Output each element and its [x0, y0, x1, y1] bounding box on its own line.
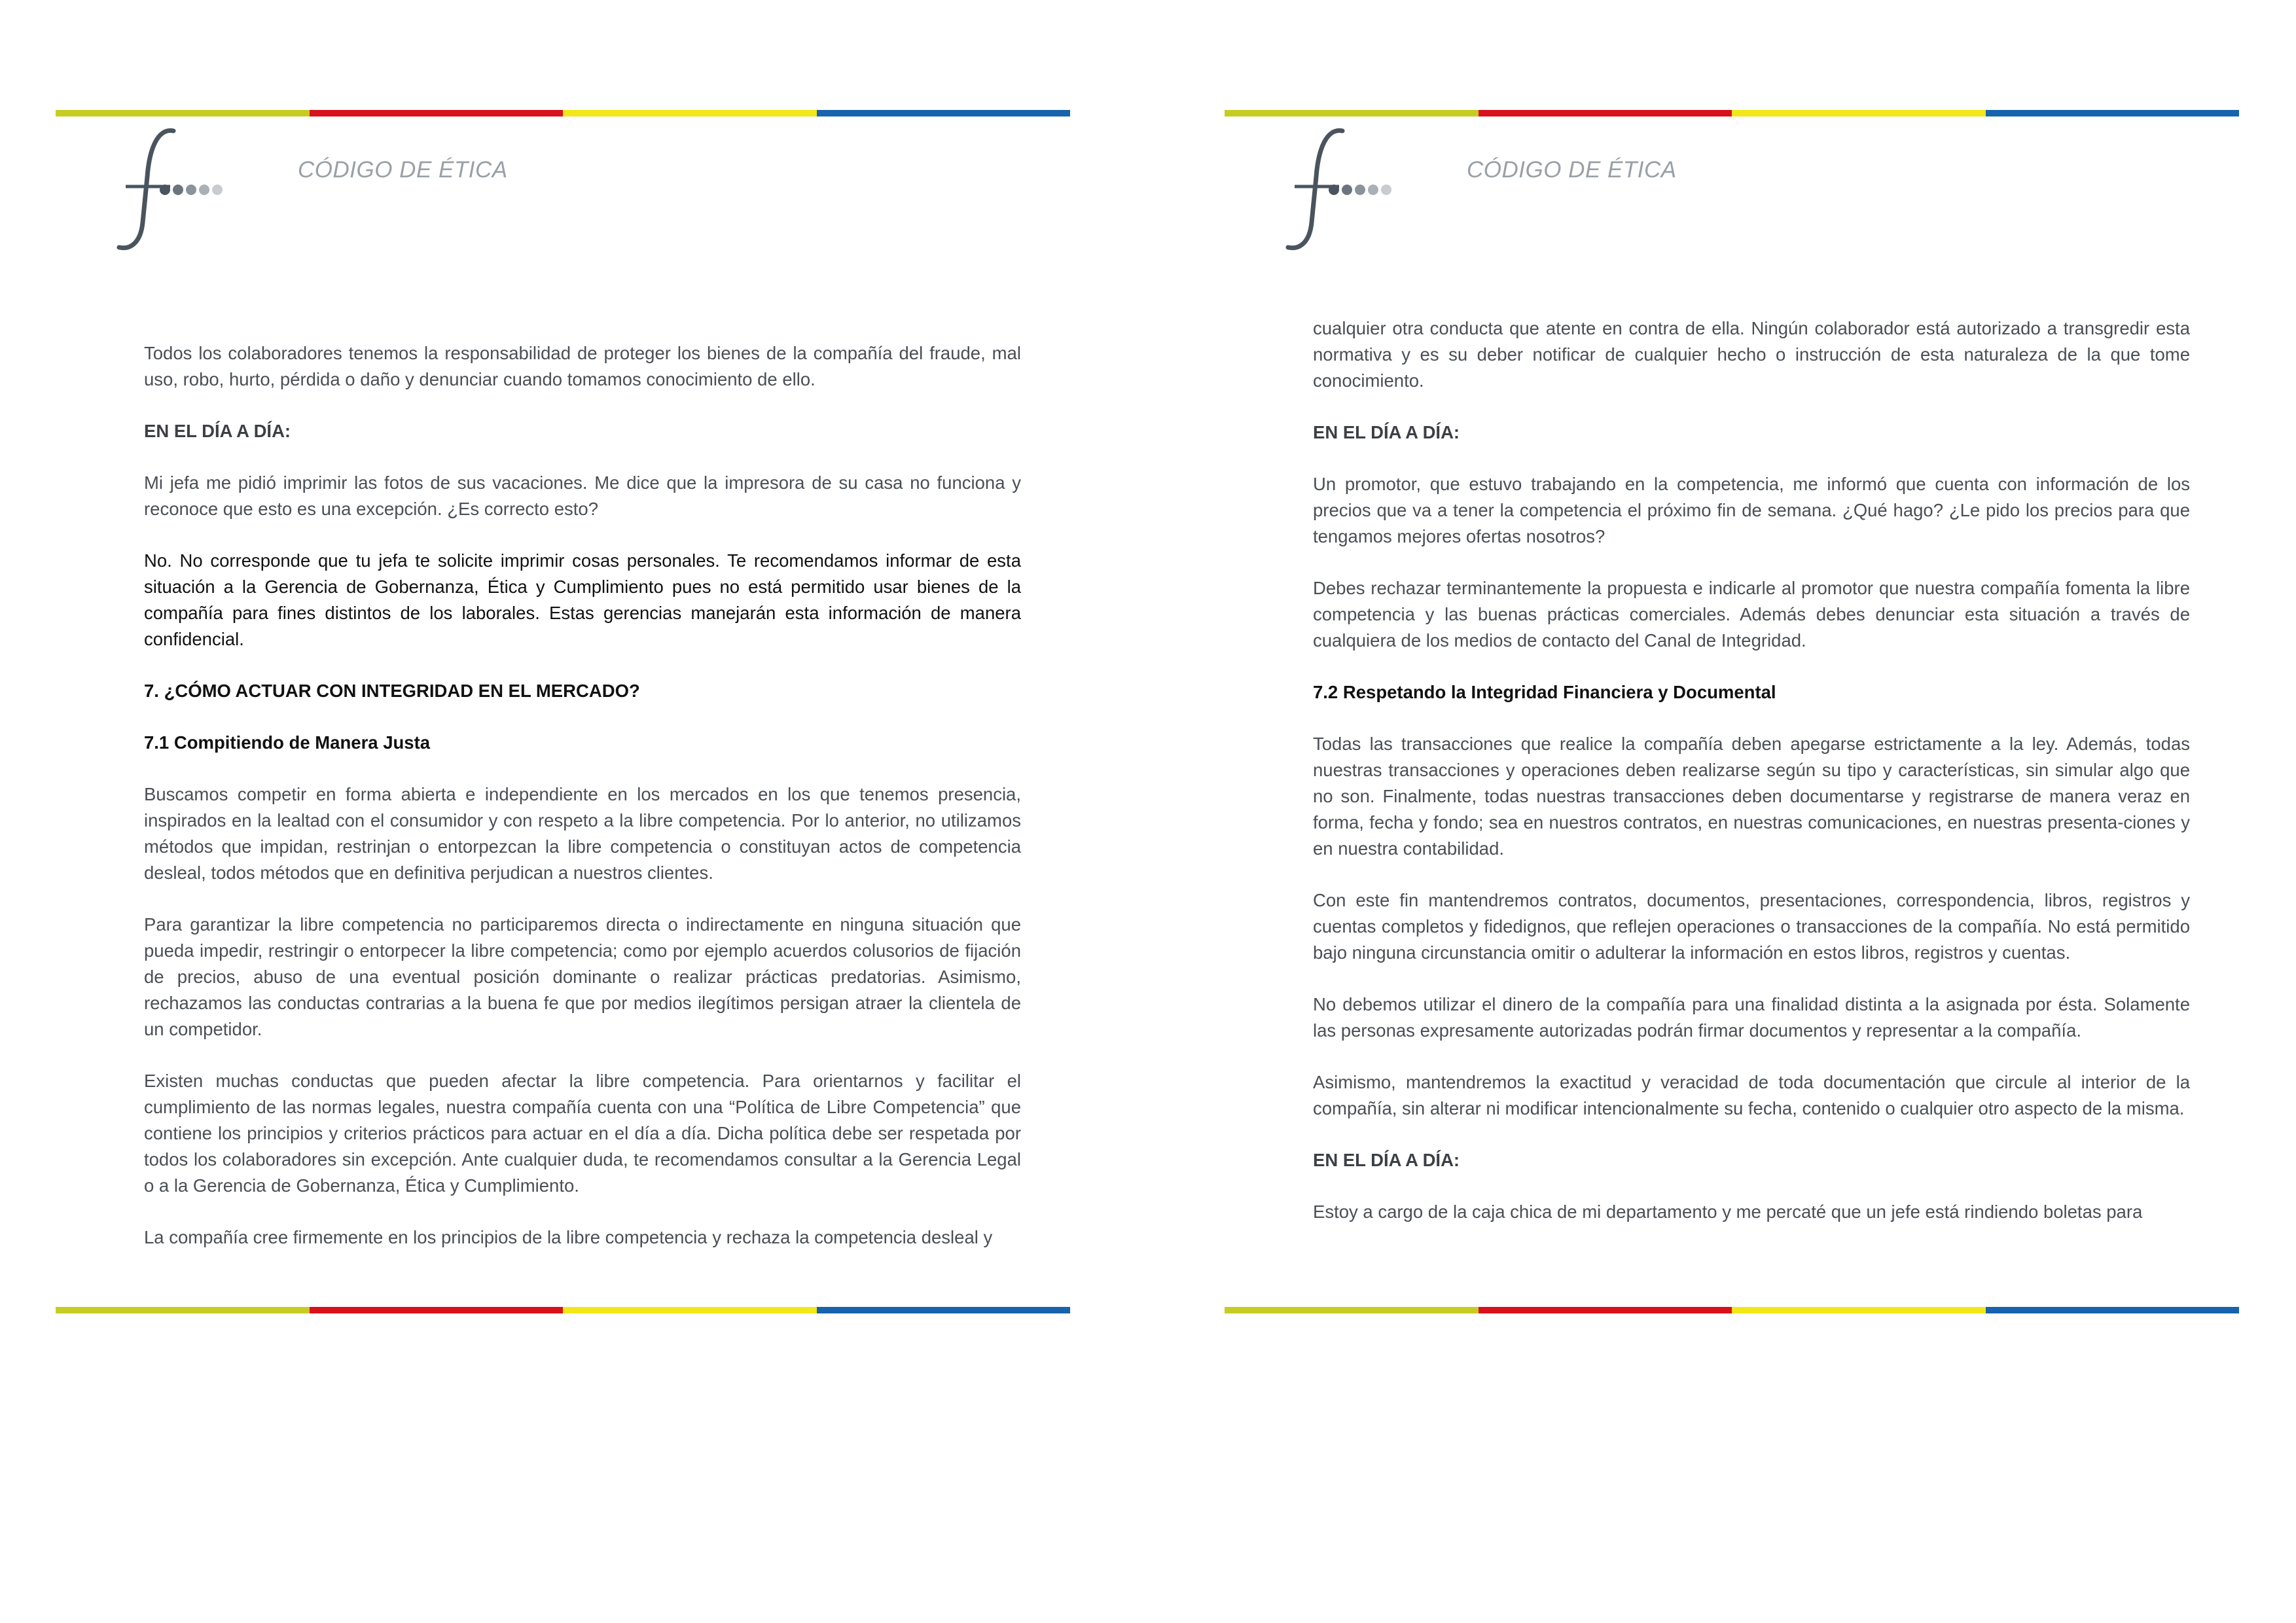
- stripe-green: [56, 1307, 310, 1313]
- header-title: CÓDIGO DE ÉTICA: [1467, 157, 1677, 183]
- paragraph: Todos los colaboradores tenemos la responsabilidad de proteger los bienes de la compañía del fraude, mal uso, robo, hurto, pérdida o daño y denunciar cuando tomamos conocimiento de ello.: [144, 343, 1021, 389]
- bottom-color-stripe: [56, 1307, 1070, 1313]
- paragraph: Asimismo, mantendremos la exactitud y veracidad de toda documentación que circule al interior de la compañía, sin alterar ni modificar intencionalmente su fecha, contenido o cualquier otro aspecto de la misma.: [1313, 1072, 2190, 1118]
- paragraph: Todas las transacciones que realice la compañía deben apegarse estrictamente a la ley. Además, todas nuestras transacciones y operaciones deben realizarse según su tipo y características, sin simular algo que no son. Finalmente, todas nuestras transacciones deben documentarse y registrarse de manera veraz en forma, fecha y fondo; sea en nuestros contratos, en nuestras comunicaciones, en nuestras presenta-ciones y en nuestra contabilidad.: [1313, 734, 2190, 859]
- paragraph: Debes rechazar terminantemente la propuesta e indicarle al promotor que nuestra compañía fomenta la libre competencia y las buenas prácticas comerciales. Además debes denunciar esta situación a través de cualquiera de los medios de contacto del Canal de Integridad.: [1313, 578, 2190, 651]
- paragraph: Estoy a cargo de la caja chica de mi departamento y me percaté que un jefe está rindiendo boletas para: [1313, 1202, 2143, 1222]
- paragraph: La compañía cree firmemente en los principios de la libre competencia y rechaza la competencia desleal y: [144, 1227, 993, 1247]
- paragraph: Buscamos competir en forma abierta e independiente en los mercados en los que tenemos presencia, inspirados en la lealtad con el consumidor y con respeto a la libre competencia. Por lo anterior, no utilizamos métodos que impidan, restrinjan o entorpezcan la libre competencia o constituyan actos de competencia desleal, todos métodos que en definitiva perjudican a nuestros clientes.: [144, 784, 1021, 883]
- section-subheading: EN EL DÍA A DÍA:: [144, 421, 291, 441]
- stripe-yellow: [1732, 1307, 1986, 1313]
- section-heading: 7. ¿CÓMO ACTUAR CON INTEGRIDAD EN EL MERCADO?: [144, 681, 640, 701]
- stripe-red: [1479, 1307, 1732, 1313]
- right-page: [1225, 0, 2259, 1374]
- stripe-red: [310, 110, 564, 116]
- paragraph: Mi jefa me pidió imprimir las fotos de sus vacaciones. Me dice que la impresora de su casa no funciona y reconoce que esto es una excepción. ¿Es correcto esto?: [144, 473, 1021, 519]
- stripe-blue: [817, 110, 1071, 116]
- right-page-body: [1313, 315, 2190, 1225]
- paragraph: No debemos utilizar el dinero de la compañía para una finalidad distinta a la asignada por ésta. Solamente las personas expresamente autorizadas podrán firmar documentos y representar a la compañía.: [1313, 994, 2190, 1041]
- stripe-blue: [1986, 1307, 2240, 1313]
- stripe-green: [1225, 110, 1479, 116]
- stripe-blue: [817, 1307, 1071, 1313]
- stripe-red: [1479, 110, 1732, 116]
- stripe-green: [56, 110, 310, 116]
- stripe-red: [310, 1307, 564, 1313]
- paragraph: Para garantizar la libre competencia no participaremos directa o indirectamente en ninguna situación que pueda impedir, restringir o entorpecer la libre competencia; como por ejemplo acuerdos colusorios de fijación de precios, abuso de una eventual posición dominante o realizar prácticas predatorias. Asimismo, rechazamos las conductas contrarias a la buena fe que por medios ilegítimos persigan atraer la clientela de un competidor.: [144, 914, 1021, 1039]
- paragraph: Con este fin mantendremos contratos, documentos, presentaciones, correspondencia, libros, registros y cuentas completos y fidedignos, que reflejen operaciones o transacciones de la compañía. No está permitido bajo ninguna circunstancia omitir o adulterar la información en estos libros, registros y cuentas.: [1313, 890, 2190, 963]
- paragraph: Existen muchas conductas que pueden afectar la libre competencia. Para orientarnos y facilitar el cumplimiento de las normas legales, nuestra compañía cuenta con una “Política de Libre Competencia” que contiene los principios y criterios prácticos para actuar en el día a día. Dicha política debe ser respetada por todos los colaboradores sin excepción. Ante cualquier duda, te recomendamos consultar a la Gerencia Legal o a la Gerencia de Gobernanza, Ética y Cumplimiento.: [144, 1071, 1021, 1196]
- page-header: [1280, 124, 1804, 255]
- stripe-yellow: [1732, 110, 1986, 116]
- paragraph: Un promotor, que estuvo trabajando en la competencia, me informó que cuenta con información de los precios que va a tener la competencia el próximo fin de semana. ¿Qué hago? ¿Le pido los precios para que tengamos mejores ofertas nosotros?: [1313, 474, 2190, 546]
- page-header: [111, 124, 635, 255]
- section-subheading: 7.1 Compitiendo de Manera Justa: [144, 732, 431, 753]
- left-page: [56, 0, 1090, 1374]
- stripe-yellow: [563, 1307, 817, 1313]
- section-subheading: EN EL DÍA A DÍA:: [1313, 1150, 1460, 1170]
- answer-paragraph: No. No corresponde que tu jefa te solicite imprimir cosas personales. Te recomendamos informar de esta situación a la Gerencia de Gobernanza, Ética y Cumplimiento pues no está permitido usar bienes de la compañía para fines distintos de los laborales. Estas gerencias manejarán esta información de manera confidencial.: [144, 550, 1021, 649]
- header-title: CÓDIGO DE ÉTICA: [298, 157, 508, 183]
- section-subheading: EN EL DÍA A DÍA:: [1313, 422, 1460, 442]
- bottom-color-stripe: [1225, 1307, 2239, 1313]
- section-subheading: 7.2 Respetando la Integridad Financiera y Documental: [1313, 682, 1776, 702]
- stripe-blue: [1986, 110, 2240, 116]
- paragraph: cualquier otra conducta que atente en contra de ella. Ningún colaborador está autorizado a transgredir esta normativa y es su deber notificar de cualquier hecho o instrucción de esta naturaleza de la que tome conocimiento.: [1313, 318, 2190, 391]
- stripe-yellow: [563, 110, 817, 116]
- logo-f-icon: [111, 124, 229, 255]
- stripe-green: [1225, 1307, 1479, 1313]
- top-color-stripe: [1225, 110, 2239, 116]
- top-color-stripe: [56, 110, 1070, 116]
- logo-f-icon: [1280, 124, 1398, 255]
- left-page-body: [144, 340, 1021, 1251]
